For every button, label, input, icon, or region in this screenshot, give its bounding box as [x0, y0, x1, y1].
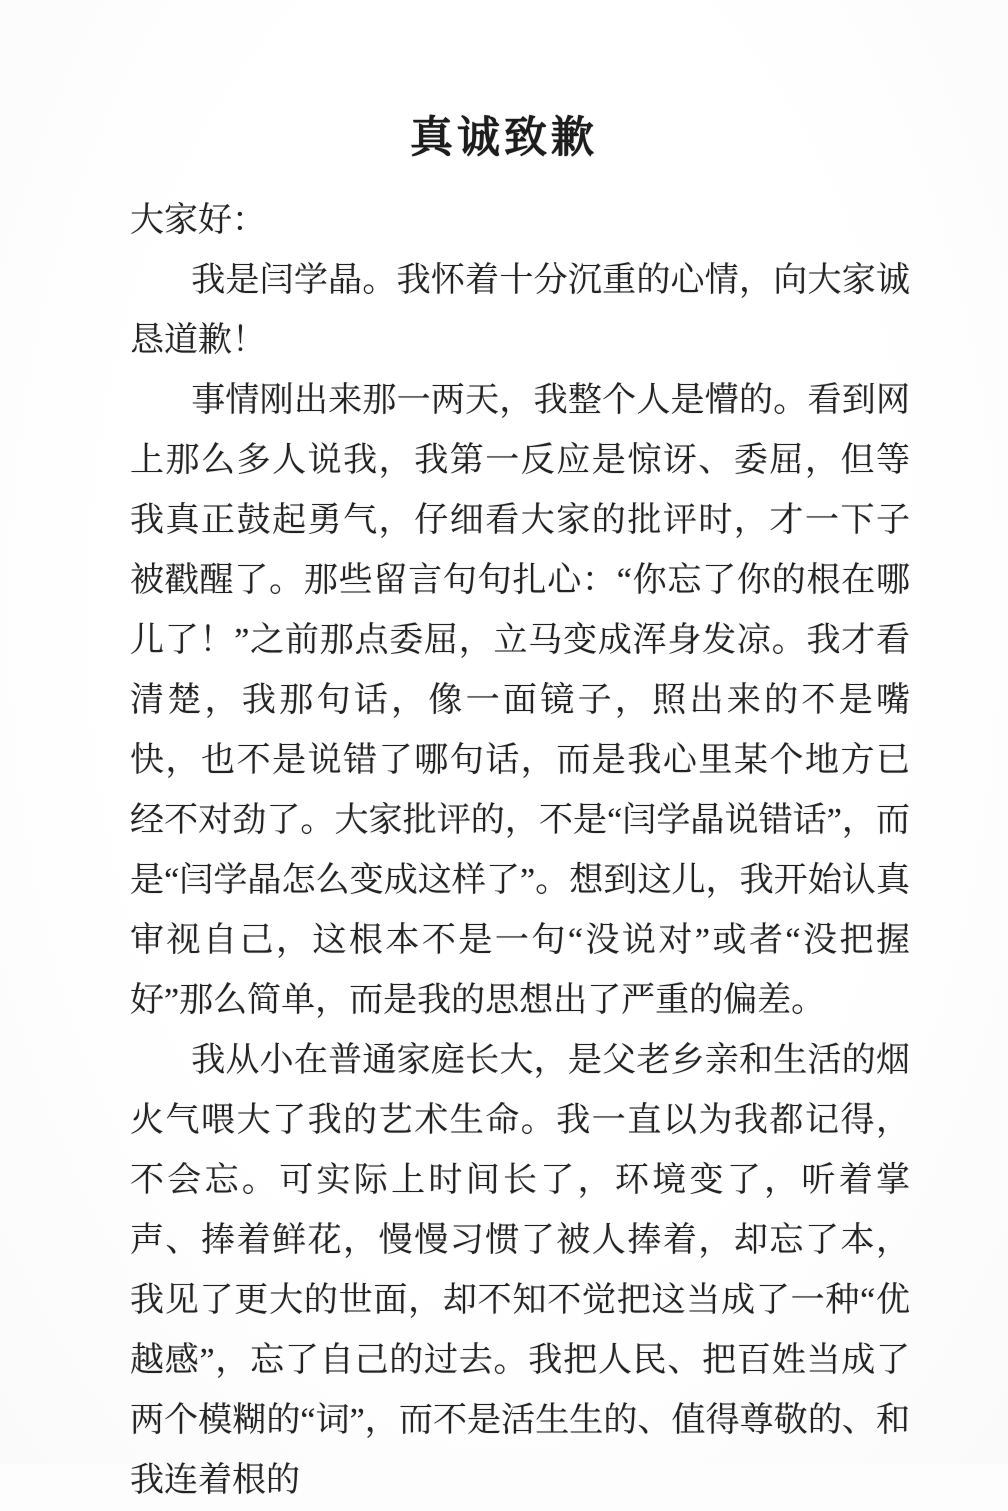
document-title: 真诚致歉 [410, 115, 598, 162]
document-body [130, 191, 910, 1511]
salutation: 大家好： [130, 202, 266, 239]
paragraph: 我是闫学晶。我怀着十分沉重的心情，向大家诚恳道歉！ [130, 262, 910, 359]
paragraph: 事情刚出来那一两天，我整个人是懵的。看到网上那么多人说我，我第一反应是惊讶、委屈，但等我真正鼓起勇气，仔细看大家的批评时，才一下子被戳醒了。那些留言句句扎心：“你忘了你的根在哪儿了！”之前那点委屈，立马变成浑身发凉。我才看清楚，我那句话，像一面镜子，照出来的不是嘴快，也不是说错了哪句话，而是我心里某个地方已经不对劲了。大家批评的，不是“闫学晶说错话”，而是“闫学晶怎么变成这样了”。想到这儿，我开始认真审视自己，这根本不是一句“没说对”或者“没把握好”那么简单，而是我的思想出了严重的偏差。 [130, 382, 910, 1019]
paragraph: 我从小在普通家庭长大，是父老乡亲和生活的烟火气喂大了我的艺术生命。我一直以为我都记得，不会忘。可实际上时间长了，环境变了，听着掌声、捧着鲜花，慢慢习惯了被人捧着，却忘了本，我见了更大的世面，却不知不觉把这当成了一种“优越感”，忘了自己的过去。我把人民、把百姓当成了两个模糊的“词”，而不是活生生的、值得尊敬的、和我连着根的 [130, 1042, 910, 1499]
